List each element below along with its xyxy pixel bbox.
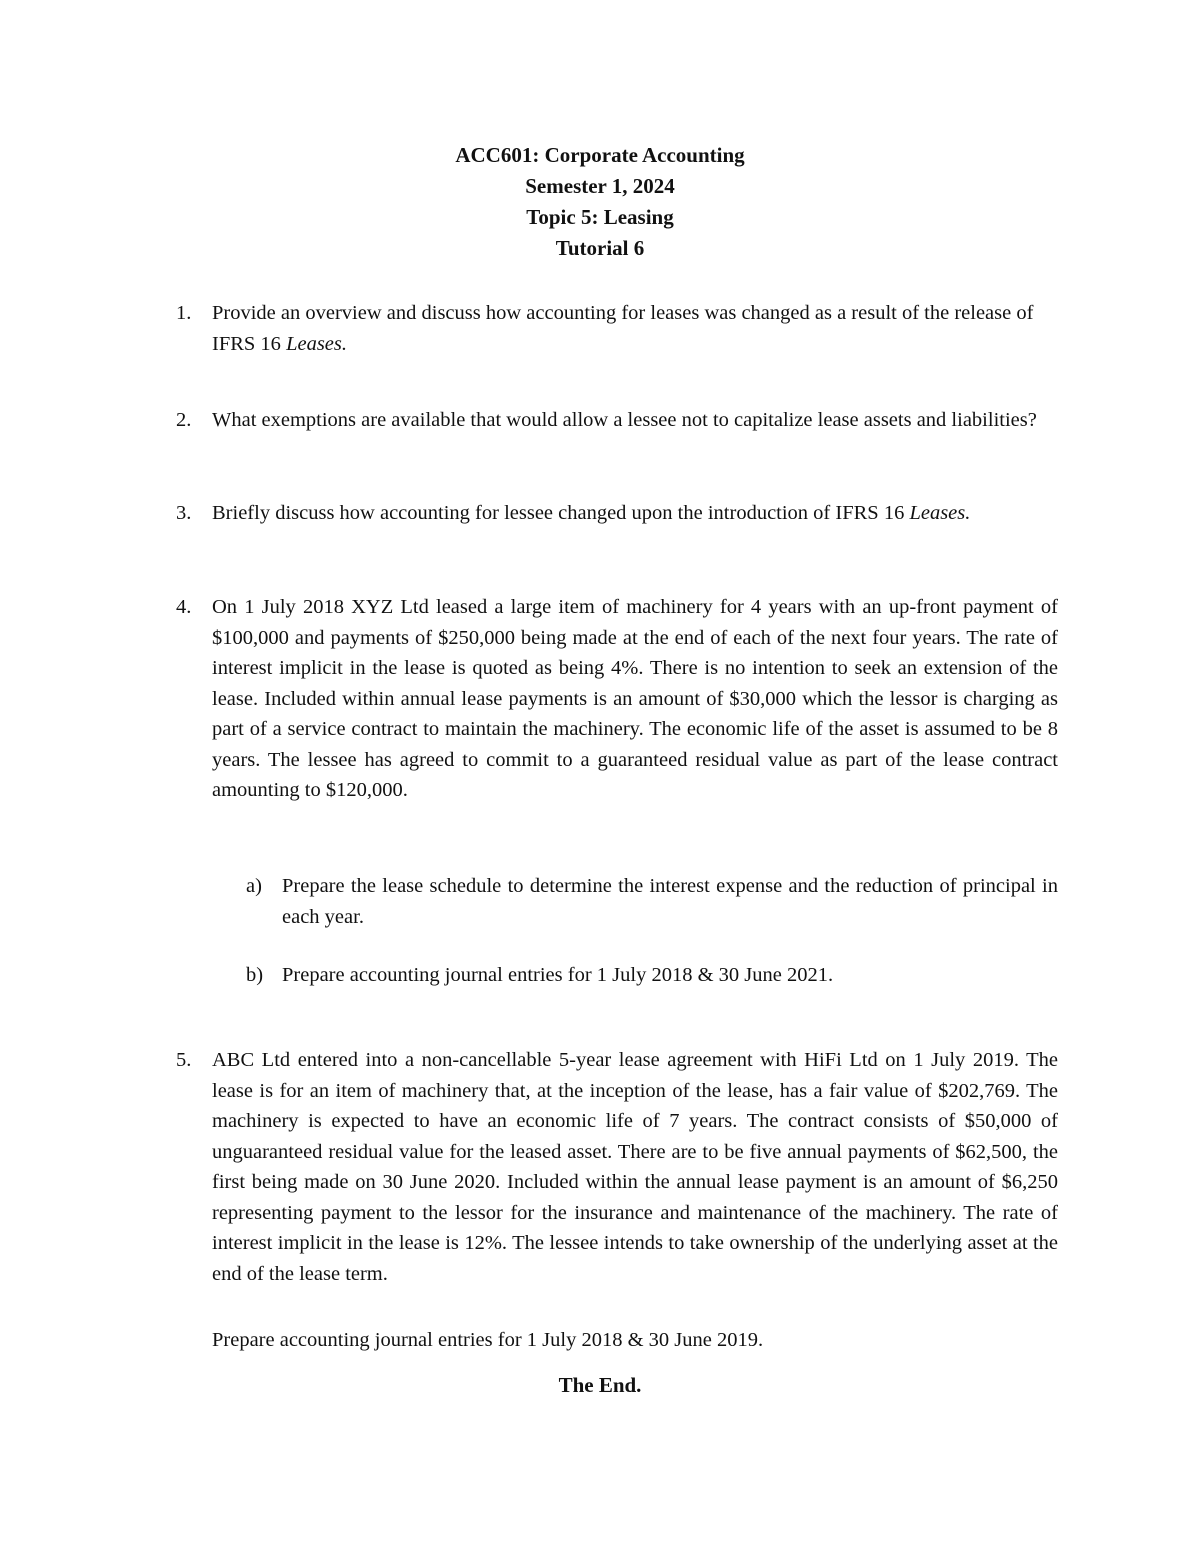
document-header bbox=[0, 140, 1200, 264]
semester-line: Semester 1, 2024 bbox=[525, 174, 675, 198]
question-number: 4. bbox=[176, 596, 192, 618]
question-5 bbox=[176, 1045, 1058, 1289]
question-4-part-b bbox=[246, 960, 1058, 991]
question-text: Provide an overview and discuss how accounting for leases was changed as a result of the release of IFRS 16 Leases. bbox=[212, 302, 1034, 355]
question-number: 2. bbox=[176, 409, 192, 431]
standard-name: Leases. bbox=[286, 332, 347, 355]
question-4-part-a bbox=[246, 871, 1058, 932]
part-text: Prepare accounting journal entries for 1 July 2018 & 30 June 2021. bbox=[282, 964, 834, 986]
question-text: What exemptions are available that would allow a lessee not to capitalize lease assets and liabilities? bbox=[212, 409, 1037, 431]
question-number: 1. bbox=[176, 302, 192, 324]
topic-line: Topic 5: Leasing bbox=[526, 205, 674, 229]
question-text: On 1 July 2018 XYZ Ltd leased a large item of machinery for 4 years with an up-front payment of $100,000 and payments of $250,000 being made at the end of each of the next four years. The rate of interest implicit in the lease is quoted as being 4%. There is no intention to seek an extension of the lease. Included within annual lease payments is an amount of $30,000 which the lessor is charging as part of a service contract to maintain the machinery. The economic life of the asset is assumed to be 8 years. The lessee has agreed to commit to a guaranteed residual value as part of the lease contract amounting to $120,000. bbox=[212, 596, 1058, 801]
question-1 bbox=[176, 298, 1058, 359]
question-number: 3. bbox=[176, 502, 192, 524]
question-5-instruction: Prepare accounting journal entries for 1 July 2018 & 30 June 2019. bbox=[212, 1329, 764, 1351]
question-text: Briefly discuss how accounting for lessee changed upon the introduction of IFRS 16 Leases. bbox=[212, 502, 971, 524]
part-label: a) bbox=[246, 875, 262, 897]
question-4 bbox=[176, 592, 1058, 806]
course-title: ACC601: Corporate Accounting bbox=[455, 143, 745, 167]
question-text: ABC Ltd entered into a non-cancellable 5-year lease agreement with HiFi Ltd on 1 July 2019. The lease is for an item of machinery that, at the inception of the lease, has a fair value of $202,769. The machinery is expected to have an economic life of 7 years. The contract consists of $50,000 of unguaranteed residual value for the leased asset. There are to be five annual payments of $62,500, the first being made on 30 June 2020. Included within the annual lease payment is an amount of $6,250 representing payment to the lessor for the insurance and maintenance of the machinery. The rate of interest implicit in the lease is 12%. The lessee intends to take ownership of the underlying asset at the end of the lease term. bbox=[212, 1049, 1058, 1285]
tutorial-line: Tutorial 6 bbox=[555, 236, 645, 260]
question-number: 5. bbox=[176, 1049, 192, 1071]
question-2 bbox=[176, 405, 1058, 436]
part-label: b) bbox=[246, 964, 264, 986]
standard-name: Leases. bbox=[909, 502, 971, 524]
end-marker: The End. bbox=[558, 1373, 642, 1397]
part-text: Prepare the lease schedule to determine the interest expense and the reduction of principal in each year. bbox=[282, 875, 1058, 928]
question-3 bbox=[176, 498, 1058, 529]
